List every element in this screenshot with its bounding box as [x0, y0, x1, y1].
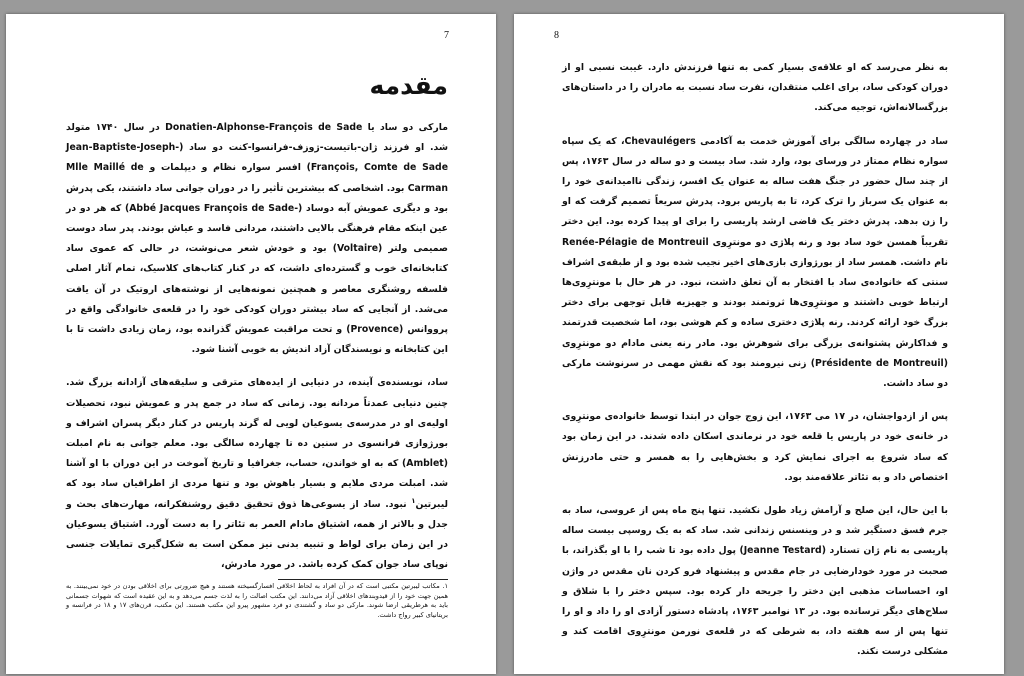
paragraph-text: در سال ۱۷۴۰ متولد شد. او فرزند ژان-باتیست-ژوزف-فرانسوا-کنت دو ساد (Jean-Baptiste-Joseph-François, Comte de Sade) افسر سواره نظام و دیپلمات و Mlle Maillé de Carman بود. اشخاصی که بیشترین تأثیر را در دوران جوانی ساد داشتند، یکی پدرش بود و دیگری عمویش آبه دوساد (-Abbé Jacques François de Sade) که هر دو در عین اینکه مقام فرهنگی بالایی داشتند، مردانی فاسد و عیاش بودند. پدر ساد دوست صمیمی ولتر (Voltaire) بود و خودش شعر می‌نوشت، در حالی که عموی ساد کتابخانه‌ای خوب و گسترده‌ای داشت، که در کنار کتاب‌های کلاسیک، تمام آثار اصلی فلسفه روشنگری معاصر و همچنین نمونه‌هایی از نوشته‌های اروتیک در آن یافت می‌شد. از آنجایی که ساد بیشتر دوران کودکی خود را در قلعه‌ی خانوادگی واقع در پرووانس (Provence) و تحت مراقبت عمویش گذرانده بود، زمان زیادی داشت تا با این کتابخانه و نویسندگان آزاد اندیش به خوبی آشنا شود.	[66, 122, 448, 356]
paragraph: پس از ازدواجشان، در ۱۷ می ۱۷۶۳، این زوج جوان در ابتدا توسط خانواده‌ی مونترِوی در خانه‌ی خود در پاریس یا قلعه خود در نرماندی اسکان داده شدند. در این زمان بود که ساد شروع به اجرای نمایش کرد و بخش‌هایی را به همسر و حتی مادرزنش اختصاص داد و به تئاتر علاقه‌مند بود.	[562, 411, 948, 483]
body-text	[562, 58, 948, 676]
paragraph: با این حال، این صلح و آرامش زیاد طول نکشید. تنها پنج ماه پس از عروسی، ساد به جرم فسق دستگیر شد و در وینسنس زندانی شد. ساد که به یک روسپی بیست ساله پاریسی به نام ژان تستارد (Jeanne Testard) پول داده بود تا شب را با او بگذراند، با صحبت در مورد خودارضایی در جام مقدس و پیشنهاد فرو کردن نان مقدس در واژن او، احساسات مذهبی این دختر را جریحه دار کرده بود. سپس دختر را با شلاق و سلاح‌های دیگر ترسانده بود. در ۱۳ نوامبر ۱۷۶۳، پادشاه دستور آزادی او را داد و او را تنها پس از سه هفته داد، به شرطی که در قلعه‌ی نورمن مونترِوی اقامت کند و مشکلی درست نکند.	[562, 505, 948, 658]
page-number: 7	[444, 30, 449, 41]
paragraph-text: نبود. ساد از یسوعی‌ها ذوق تحقیق دقیق روشنفکرانه، مهارت‌های بحث و جدل و بالاتر از همه، اشتیاق مادام العمر به تئاتر را به دست آورد. اشتیاق یسوعیان در این زمان برای لواط و تنبیه بدنی نیز ممکن است به شکل‌گیری تمایلات جنسی نوپای ساد جوان کمک کرده باشد. در مورد مادرش،	[66, 498, 448, 571]
footnote-separator	[278, 579, 448, 580]
footnote-reference: ۱	[411, 496, 416, 505]
paragraph: ساد در چهارده سالگی برای آموزش خدمت به آکادمی Chevaulégers، که یک سپاه سواره نظام ممتاز در ورسای بود، وارد شد. ساد بیست و دو ساله در سال ۱۷۶۳، پس از چند سال حضور در جنگ هفت ساله به عنوان یک افسر، زندگی ناامیدانه‌ی خود را به عنوان یک سرباز را ترک کرد، تا به پاریس برود. پدرش سریعاً تصمیم گرفت که او را زن بدهد. پدرش دختر یک قاضی ارشد پاریسی را برای او پیدا کرده بود. این دختر تقریباً همسن خود ساد بود و رنه پلاژی دو مونترِوی Renée-Pélagie de Montreuil نام داشت. همسر ساد از بورژوازی بازی‌های اخیر نجیب شده بود و از طبقه‌ی اشراف سنتی که خانواده‌ی ساد با افتخار به آن تعلق داشت، نبود. در هر حال با مونترِوی‌ها ارتباط خوبی داشتند و مونترِوی‌ها ثروتمند بودند و جهیزیه قابل توجهی برای دختر بزرگ خود ارائه کردند. رنه پلاژی دختری ساده و کم هوشی بود، اما شخصیت قدرتمند و فداکارش پشتوانه‌ی بزرگی برای شوهرش بود. مادر رنه یعنی مادام دو مونترِوی (Présidente de Montreuil) زنی نیرومند بود که نقش مهمی در سرنوشت مارکی دو ساد داشت.	[562, 135, 948, 390]
paragraph	[66, 373, 448, 575]
paragraph: به نظر می‌رسد که او علاقه‌ی بسیار کمی به تنها فرزندش دارد. غیبت نسبی او از دوران کودکی ساد، برای اغلب منتقدان، نفرت ساد نسبت به مادران را در داستان‌های بزرگسالانه‌اش، توجیه می‌کند.	[562, 62, 948, 114]
latin-name: Donatien-Alphonse-François de Sade	[165, 122, 363, 133]
chapter-title: مقدمه	[369, 71, 448, 100]
paragraph	[66, 118, 448, 360]
document-page-left	[6, 14, 496, 674]
paragraph-text: ساد، نویسنده‌ی آینده، در دنیایی از ایده‌های مترقی و سلیقه‌های آزادانه بزرگ شد. چنین دنیایی عمدتاً مردانه بود. زمانی که ساد در جمع پدر و عمویش نبود، تحصیلات اولیه‌ی او در مدرسه‌ی یسوعیان لویی له گرند پاریس در کنار دیگر پسران اشراف و بورژوازی فرانسوی در سنین ده تا چهارده سالگی بود. معلم جوانی به نام امبلت (Amblet) که به او خواندن، حساب، جغرافیا و تاریخ آموخت در این دوران با او آشنا شد. امبلت مردی ملایم و بسیار باهوش بود و تنها مردی از اطرافیان ساد بود که لیبرتین	[66, 377, 448, 510]
page-number: 8	[554, 30, 559, 41]
footnote: ۱. مکاتب لیبرتین مکتبی است که در آن افراد به لحاظ اخلاقی افسارگسیخته هستند و هیچ ضرورتی برای اخلاقی بودن در خود نمی‌بینند. به همین جهت خود را از قیدوبندهای اخلاقی آزاد می‌دانند. این مکتب اصالت را به لذت جسم می‌دهد و به این عقیده است که شهوات جسمانی باید به هرطریقی ارضا شوند. مارکی دو ساد و گشتندی دو فرد مشهور پیرو این مکتب هستند. این مکتب، قرن‌های ۱۷ و ۱۸ در فرانسه و بریتانیای کبیر رواج داشت.	[66, 582, 448, 619]
paragraph-text: مارکی دو ساد یا	[362, 122, 449, 133]
body-text	[66, 118, 448, 588]
document-page-right	[514, 14, 1004, 674]
